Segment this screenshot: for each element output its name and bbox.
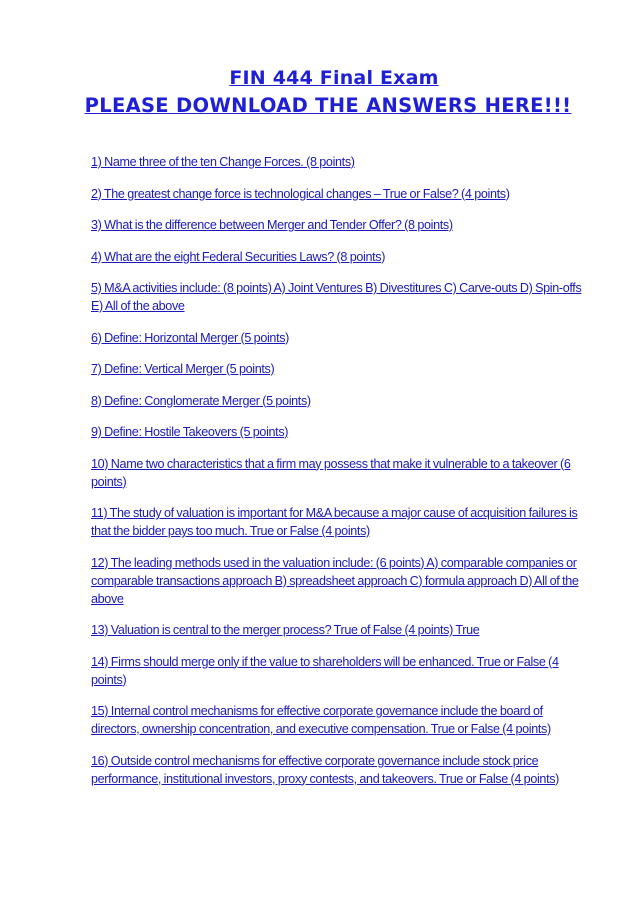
question-link[interactable]: 13) Valuation is central to the merger process? True of False (4 points) True bbox=[91, 623, 480, 637]
question-link[interactable]: 2) The greatest change force is technological changes – True or False? (4 points) bbox=[91, 186, 510, 201]
question-list bbox=[91, 153, 585, 801]
question-link[interactable]: 9) Define: Hostile Takeovers (5 points) bbox=[91, 425, 289, 439]
question-link[interactable]: 8) Define: Conglomerate Merger (5 points) bbox=[91, 393, 311, 408]
question-link[interactable]: 5) M&A activities include: (8 points) A) Joint Ventures B) Divestitures C) Carve-outs D) Spin-offs E) All of the above bbox=[91, 281, 582, 313]
download-answers-link[interactable]: PLEASE DOWNLOAD THE ANSWERS HERE!!! bbox=[84, 94, 572, 117]
question-link[interactable]: 10) Name two characteristics that a firm may possess that make it vulnerable to a takeover (6 points) bbox=[91, 456, 571, 489]
question-link[interactable]: 15) Internal control mechanisms for effective corporate governance include the board of directors, ownership concentration, and executive compensation. True or False (4 points) bbox=[91, 704, 551, 736]
question-link[interactable]: 11) The study of valuation is important for M&A because a major cause of acquisition failures is that the bidder pays too much. True or False (4 points) bbox=[91, 506, 578, 538]
question-link[interactable]: 14) Firms should merge only if the value to shareholders will be enhanced. True or False (4 points) bbox=[91, 654, 559, 687]
title-block bbox=[0, 64, 638, 120]
question-link[interactable]: 4) What are the eight Federal Securities Laws? (8 points) bbox=[91, 249, 386, 264]
question-link[interactable]: 6) Define: Horizontal Merger (5 points) bbox=[91, 330, 290, 345]
question-link[interactable]: 16) Outside control mechanisms for effective corporate governance include stock price performance, institutional investors, proxy contests, and takeovers. True or False (4 points) bbox=[91, 753, 560, 786]
question-link[interactable]: 1) Name three of the ten Change Forces. (8 points) bbox=[91, 155, 355, 169]
question-link[interactable]: 3) What is the difference between Merger and Tender Offer? (8 points) bbox=[91, 218, 453, 232]
exam-title-link[interactable]: FIN 444 Final Exam bbox=[229, 67, 439, 89]
question-link[interactable]: 12) The leading methods used in the valuation include: (6 points) A) comparable companies or comparable transactions approach B) spreadsheet approach C) formula approach D) All of the above bbox=[91, 555, 579, 606]
question-link[interactable]: 7) Define: Vertical Merger (5 points) bbox=[91, 362, 275, 376]
